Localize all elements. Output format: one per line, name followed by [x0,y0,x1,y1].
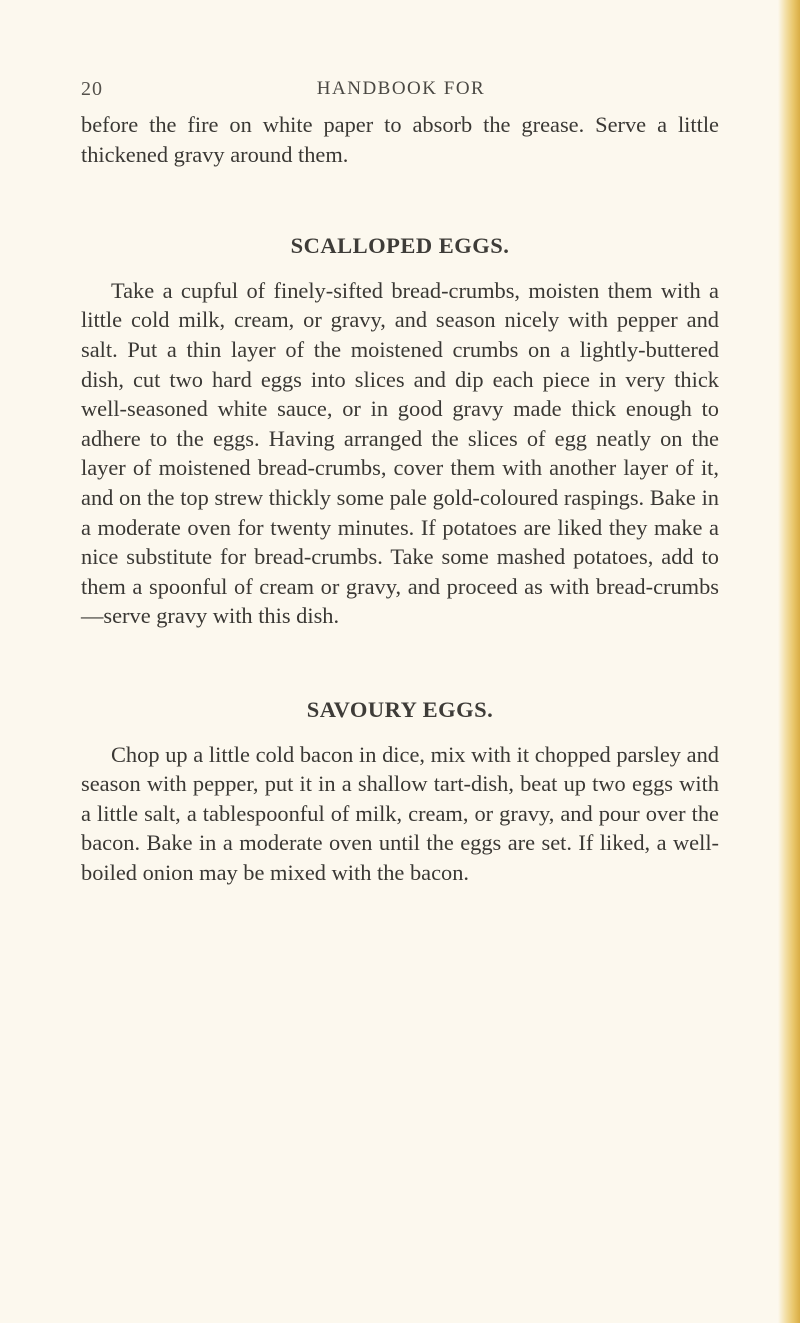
page-body [81,110,719,887]
running-title: HANDBOOK FOR [316,78,486,99]
intro-paragraph: before the fire on white paper to absorb the grease. Serve a little thickened gravy around them. [81,112,719,167]
page-header [81,78,721,106]
section-paragraph-scalloped-eggs: Take a cupful of finely-sifted bread-crumbs, moisten them with a little cold milk, cream, or gravy, and season nicely with pepper and salt. Put a thin layer of the moistened crumbs on a lightly-buttered dish, cut two hard eggs into slices and dip each piece in very thick well-seasoned white sauce, or in good gravy made thick enough to adhere to the eggs. Having arranged the slices of egg neatly on the layer of moistened bread-crumbs, cover them with another layer of it, and on the top strew thickly some pale gold-coloured raspings. Bake in a moderate oven for twenty minutes. If potatoes are liked they make a nice substitute for bread-crumbs. Take some mashed potatoes, add to them a spoonful of cream or gravy, and proceed as with bread-crumbs—serve gravy with this dish. [81,277,719,629]
gilded-page-edge [778,0,800,1323]
section-paragraph-savoury-eggs: Chop up a little cold bacon in dice, mix with it chopped parsley and season with pepper, put it in a shallow tart-dish, beat up two eggs with a little salt, a tablespoonful of milk, cream, or gravy, and pour over the bacon. Bake in a moderate oven until the eggs are set. If liked, a well-boiled onion may be mixed with the bacon. [81,741,719,885]
page-number: 20 [81,78,103,100]
section-heading-scalloped-eggs: SCALLOPED EGGS. [290,233,510,259]
section-heading-savoury-eggs: SAVOURY EGGS. [306,696,494,722]
